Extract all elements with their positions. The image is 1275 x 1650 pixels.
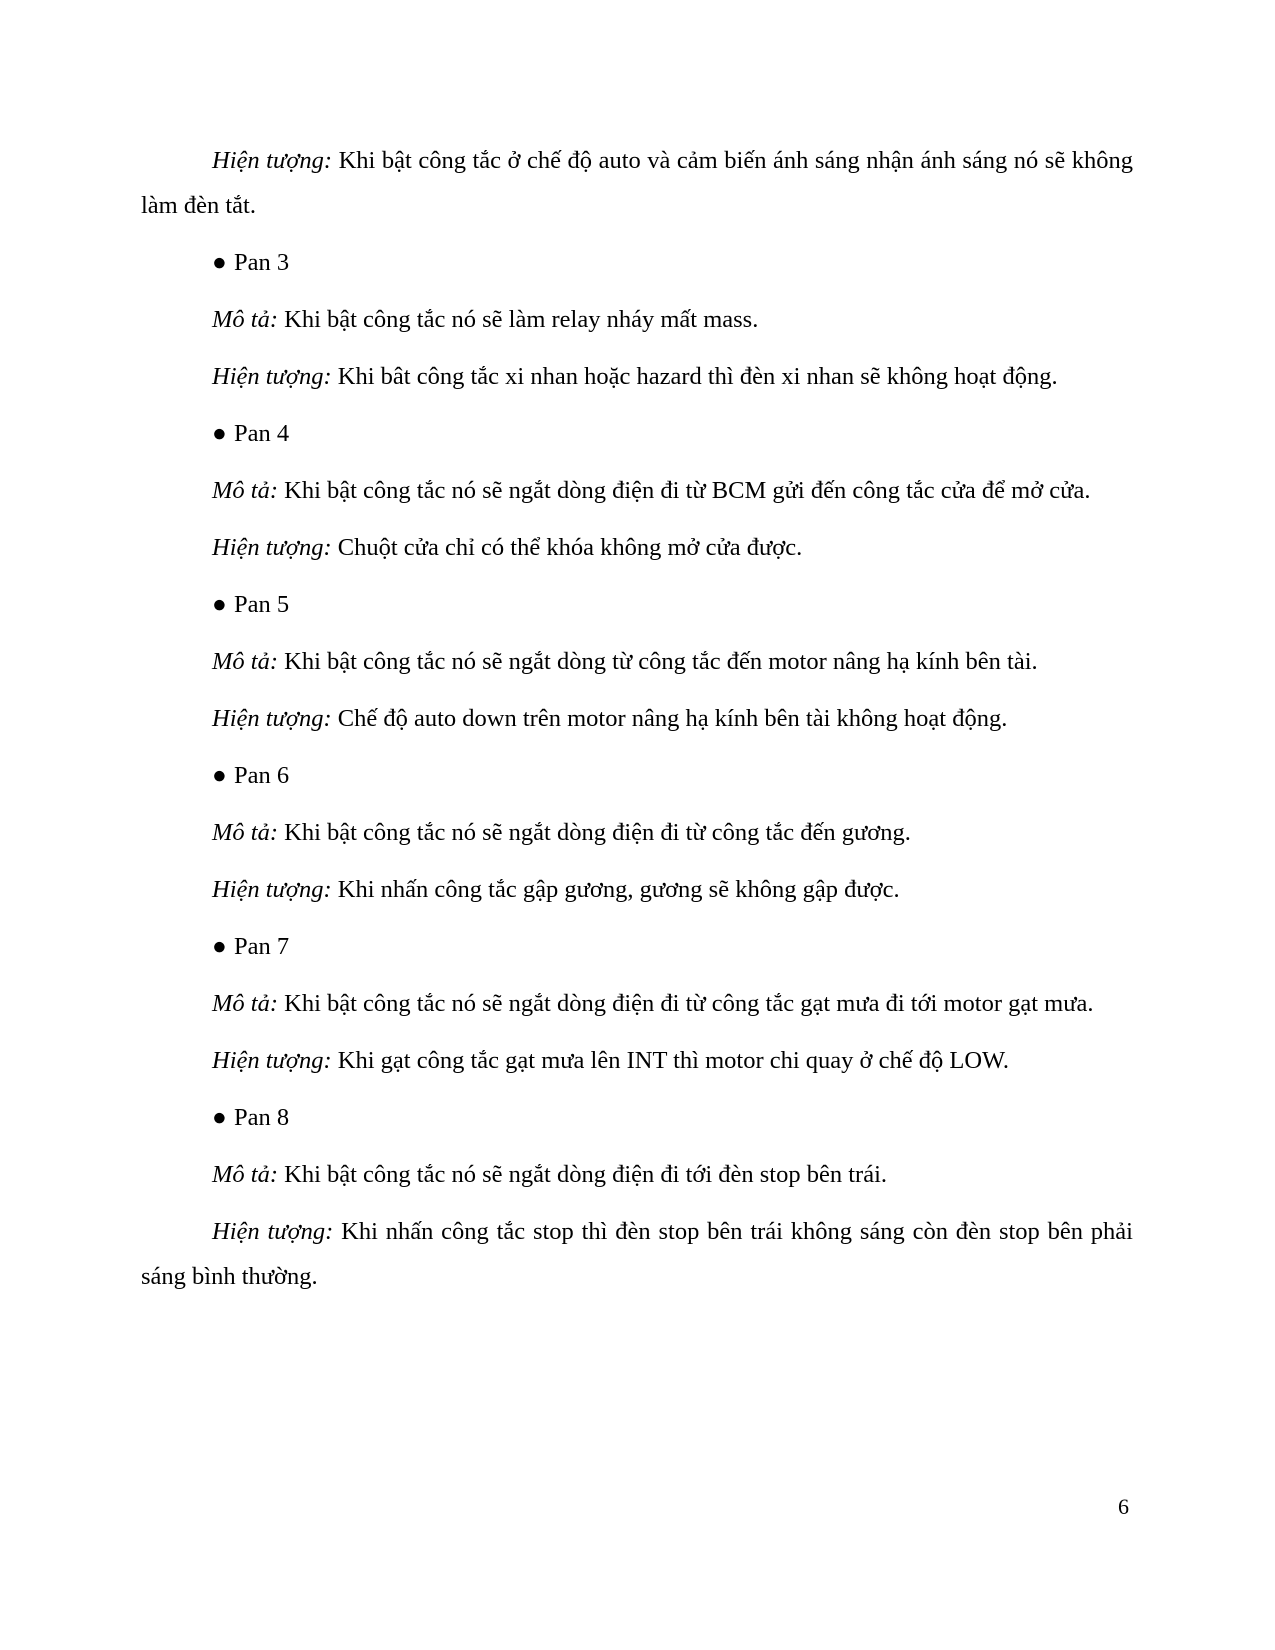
- paragraph-description: [141, 639, 1133, 684]
- bullet-item-pan-7: [141, 924, 1133, 969]
- paragraph-phenomenon: [141, 1038, 1133, 1083]
- document-body: [141, 138, 1133, 1311]
- paragraph-text: Khi bật công tắc nó sẽ ngắt dòng điện đi tới đèn stop bên trái.: [278, 1161, 887, 1188]
- bullet-dot-icon: ●: [212, 933, 227, 960]
- paragraph-text: Khi bật công tắc nó sẽ ngắt dòng từ công tắc đến motor nâng hạ kính bên tài.: [278, 648, 1038, 675]
- label-hien-tuong: Hiện tượng:: [212, 705, 332, 732]
- paragraph-text: Khi bật công tắc nó sẽ ngắt dòng điện đi từ BCM gửi đến công tắc cửa để mở cửa.: [278, 477, 1091, 504]
- bullet-item-pan-3: [141, 240, 1133, 285]
- bullet-item-pan-6: [141, 753, 1133, 798]
- bullet-dot-icon: ●: [212, 762, 227, 789]
- paragraph-text: Khi nhấn công tắc stop thì đèn stop bên trái không sáng còn đèn stop bên phải sáng bình thường.: [141, 1218, 1133, 1290]
- paragraph-text: Khi bật công tắc nó sẽ ngắt dòng điện đi từ công tắc gạt mưa đi tới motor gạt mưa.: [278, 990, 1094, 1017]
- label-mo-ta: Mô tả:: [212, 819, 278, 846]
- paragraph-text: Chuột cửa chỉ có thể khóa không mở cửa được.: [331, 534, 803, 561]
- paragraph-phenomenon: [141, 525, 1133, 570]
- label-hien-tuong: Hiện tượng:: [212, 1218, 334, 1245]
- paragraph-phenomenon: [141, 696, 1133, 741]
- label-hien-tuong: Hiện tượng:: [212, 534, 332, 561]
- page-number: 6: [1118, 1494, 1129, 1519]
- paragraph-text: Khi gạt công tắc gạt mưa lên INT thì motor chi quay ở chế độ LOW.: [331, 1047, 1010, 1074]
- paragraph-text: Khi bật công tắc nó sẽ làm relay nháy mất mass.: [278, 306, 759, 333]
- bullet-item-pan-8: [141, 1095, 1133, 1140]
- paragraph-description: [141, 810, 1133, 855]
- bullet-dot-icon: ●: [212, 1104, 227, 1131]
- paragraph-description: [141, 1152, 1133, 1197]
- paragraph-phenomenon: [141, 867, 1133, 912]
- bullet-text: Pan 8: [234, 1104, 290, 1131]
- label-mo-ta: Mô tả:: [212, 648, 278, 675]
- label-hien-tuong: Hiện tượng:: [212, 876, 332, 903]
- paragraph-text: Khi bât công tắc xi nhan hoặc hazard thì đèn xi nhan sẽ không hoạt động.: [331, 363, 1058, 390]
- label-mo-ta: Mô tả:: [212, 306, 278, 333]
- label-hien-tuong: Hiện tượng:: [212, 1047, 332, 1074]
- label-hien-tuong: Hiện tượng:: [212, 147, 333, 174]
- bullet-dot-icon: ●: [212, 591, 227, 618]
- label-mo-ta: Mô tả:: [212, 477, 278, 504]
- bullet-item-pan-4: [141, 411, 1133, 456]
- paragraph-description: [141, 468, 1133, 513]
- bullet-text: Pan 6: [234, 762, 290, 789]
- paragraph-text: Chế độ auto down trên motor nâng hạ kính bên tài không hoạt động.: [331, 705, 1008, 732]
- paragraph-text: Khi bật công tắc ở chế độ auto và cảm biến ánh sáng nhận ánh sáng nó sẽ không làm đèn tắt.: [141, 147, 1133, 219]
- paragraph-phenomenon: [141, 138, 1133, 228]
- paragraph-phenomenon: [141, 1209, 1133, 1299]
- paragraph-text: Khi bật công tắc nó sẽ ngắt dòng điện đi từ công tắc đến gương.: [278, 819, 911, 846]
- bullet-dot-icon: ●: [212, 420, 227, 447]
- paragraph-phenomenon: [141, 354, 1133, 399]
- paragraph-description: [141, 981, 1133, 1026]
- paragraph-text: Khi nhấn công tắc gập gương, gương sẽ không gập được.: [331, 876, 900, 903]
- bullet-dot-icon: ●: [212, 249, 227, 276]
- bullet-item-pan-5: [141, 582, 1133, 627]
- label-mo-ta: Mô tả:: [212, 1161, 278, 1188]
- label-hien-tuong: Hiện tượng:: [212, 363, 332, 390]
- bullet-text: Pan 5: [234, 591, 290, 618]
- bullet-text: Pan 7: [234, 933, 290, 960]
- bullet-text: Pan 4: [234, 420, 290, 447]
- label-mo-ta: Mô tả:: [212, 990, 278, 1017]
- bullet-text: Pan 3: [234, 249, 290, 276]
- paragraph-description: [141, 297, 1133, 342]
